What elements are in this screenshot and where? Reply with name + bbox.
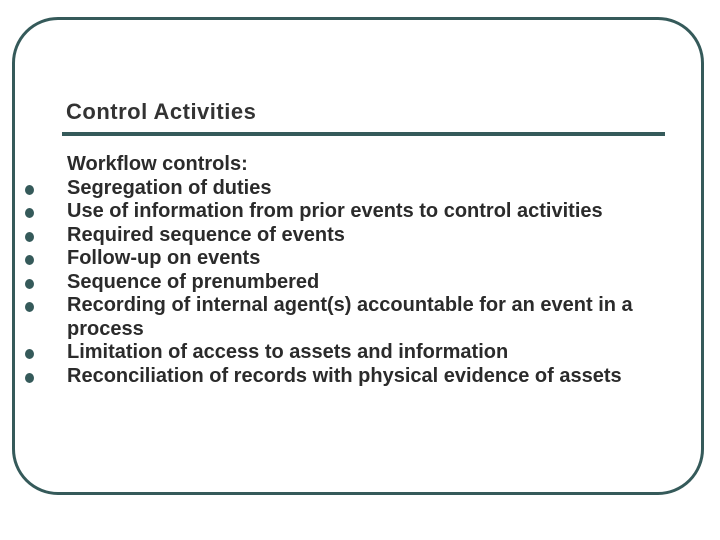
slide-title: Control Activities [66, 99, 257, 124]
list-item [67, 271, 712, 295]
bullet-list [67, 177, 712, 389]
list-item [67, 200, 712, 224]
bullet-dot-icon [25, 232, 34, 242]
bullet-dot-icon [25, 302, 34, 312]
slide-body [67, 153, 712, 388]
title-underline [62, 132, 665, 136]
list-item [67, 341, 712, 365]
list-item [67, 247, 712, 271]
bullet-dot-icon [25, 255, 34, 265]
bullet-dot-icon [25, 279, 34, 289]
bullet-text: Limitation of access to assets and information [67, 341, 509, 363]
list-item [67, 294, 712, 341]
bullet-text: Use of information from prior events to control activities [67, 200, 603, 222]
bullet-dot-icon [25, 185, 34, 195]
bullet-text: Recording of internal agent(s) accountable for an event in a process [67, 294, 633, 340]
bullet-text: Reconciliation of records with physical evidence of assets [67, 364, 622, 387]
bullet-text: Segregation of duties [67, 176, 272, 199]
bullet-dot-icon [25, 349, 34, 359]
list-item [67, 365, 712, 389]
bullet-text: Sequence of prenumbered [67, 270, 320, 293]
intro-text: Workflow controls: [67, 153, 248, 175]
list-item [67, 177, 712, 201]
bullet-dot-icon [25, 373, 34, 383]
list-item [67, 224, 712, 248]
bullet-dot-icon [25, 208, 34, 218]
bullet-text: Required sequence of events [67, 223, 345, 246]
bullet-text: Follow-up on events [67, 247, 261, 269]
